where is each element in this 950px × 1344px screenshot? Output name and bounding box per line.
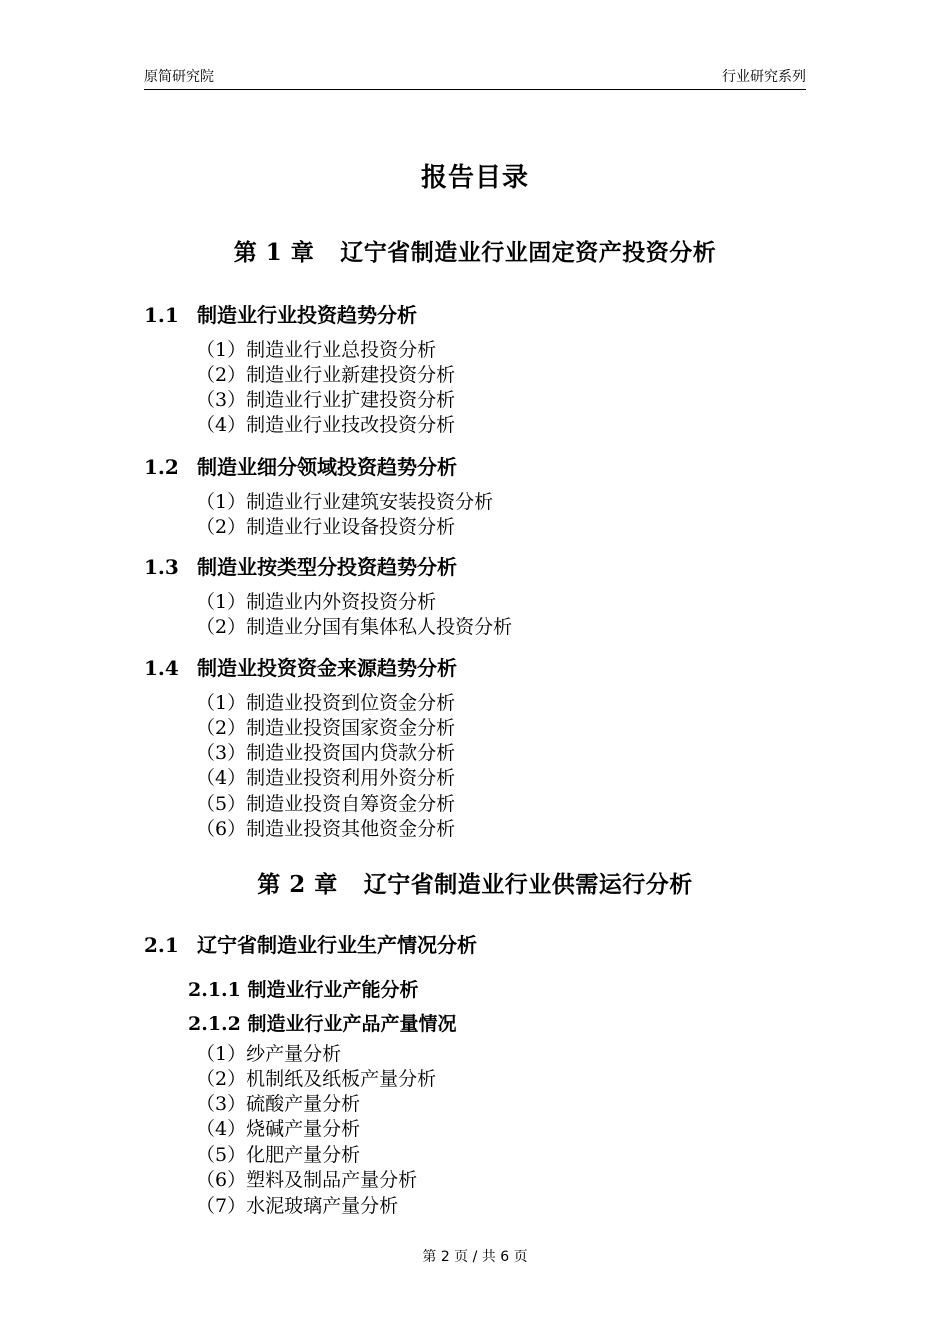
toc-item: （6）塑料及制品产量分析 xyxy=(196,1169,418,1191)
chapter-1-heading xyxy=(0,234,950,267)
section-title: 制造业按类型分投资趋势分析 xyxy=(196,555,457,579)
toc-item: （1）制造业行业总投资分析 xyxy=(196,339,437,361)
subsection-number: 2.1.2 xyxy=(188,1013,241,1035)
section-number: 1.4 xyxy=(144,656,179,680)
header-org: 原简研究院 xyxy=(144,69,214,85)
toc-item: （6）制造业投资其他资金分析 xyxy=(196,818,456,840)
chapter-2-title: 辽宁省制造业行业供需运行分析 xyxy=(363,871,693,898)
toc-item: （4）制造业投资利用外资分析 xyxy=(196,767,456,789)
page-header xyxy=(144,66,806,88)
toc-item: （2）制造业投资国家资金分析 xyxy=(196,717,456,739)
subsection-title: 制造业行业产品产量情况 xyxy=(247,1013,457,1035)
section-number: 1.3 xyxy=(144,555,179,579)
toc-item: （2）制造业行业设备投资分析 xyxy=(196,516,456,538)
toc-item: （1）制造业内外资投资分析 xyxy=(196,591,437,613)
chapter-1-title: 辽宁省制造业行业固定资产投资分析 xyxy=(340,239,717,266)
section-title: 辽宁省制造业行业生产情况分析 xyxy=(196,933,477,957)
subsection-2-1-2 xyxy=(188,1009,457,1036)
toc-item: （5）化肥产量分析 xyxy=(196,1144,361,1166)
subsection-number: 2.1.1 xyxy=(188,979,241,1001)
chapter-2-label: 第 2 章 xyxy=(257,871,338,898)
section-2-1 xyxy=(144,929,477,958)
section-1-2 xyxy=(144,451,457,480)
header-series: 行业研究系列 xyxy=(722,69,806,85)
toc-item: （1）制造业投资到位资金分析 xyxy=(196,692,456,714)
toc-item: （3）制造业投资国内贷款分析 xyxy=(196,742,456,764)
section-1-3 xyxy=(144,551,457,580)
toc-item: （1）制造业行业建筑安装投资分析 xyxy=(196,491,494,513)
section-title: 制造业细分领域投资趋势分析 xyxy=(196,455,457,479)
section-title: 制造业行业投资趋势分析 xyxy=(196,303,417,327)
section-number: 2.1 xyxy=(144,933,179,957)
page-number-footer: 第 2 页 / 共 6 页 xyxy=(422,1249,528,1265)
toc-item: （4）制造业行业技改投资分析 xyxy=(196,414,456,436)
toc-item: （2）机制纸及纸板产量分析 xyxy=(196,1068,437,1090)
subsection-2-1-1 xyxy=(188,975,419,1002)
toc-item: （7）水泥玻璃产量分析 xyxy=(196,1195,399,1217)
chapter-1-label: 第 1 章 xyxy=(233,239,315,266)
section-number: 1.1 xyxy=(144,303,179,327)
toc-item: （1）纱产量分析 xyxy=(196,1043,342,1065)
chapter-2-heading xyxy=(0,866,950,899)
section-1-1 xyxy=(144,299,417,328)
section-number: 1.2 xyxy=(144,455,179,479)
toc-item: （2）制造业分国有集体私人投资分析 xyxy=(196,616,513,638)
section-1-4 xyxy=(144,652,457,681)
toc-item: （2）制造业行业新建投资分析 xyxy=(196,364,456,386)
subsection-title: 制造业行业产能分析 xyxy=(247,979,419,1001)
section-title: 制造业投资资金来源趋势分析 xyxy=(196,656,457,680)
toc-item: （5）制造业投资自筹资金分析 xyxy=(196,793,456,815)
toc-item: （3）硫酸产量分析 xyxy=(196,1093,361,1115)
report-toc-title: 报告目录 xyxy=(420,163,529,193)
toc-item: （3）制造业行业扩建投资分析 xyxy=(196,389,456,411)
toc-item: （4）烧碱产量分析 xyxy=(196,1118,361,1140)
header-divider xyxy=(144,89,806,90)
